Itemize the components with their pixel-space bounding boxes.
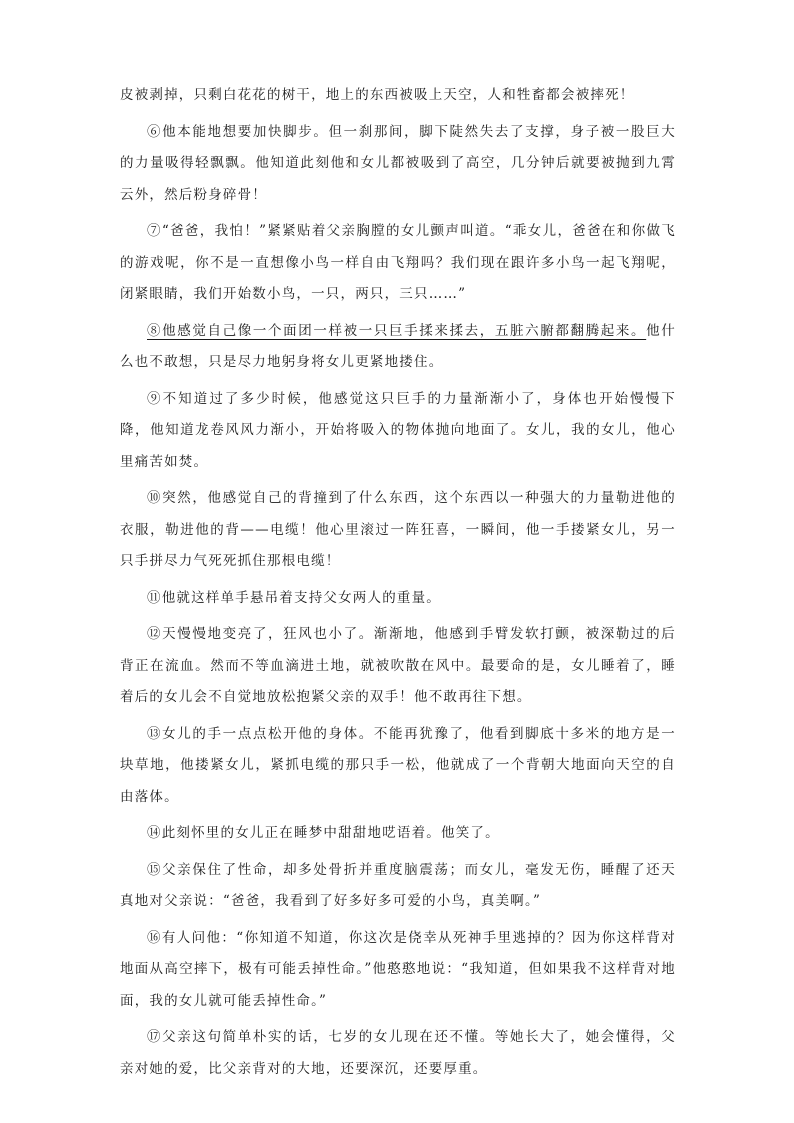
paragraph-6: ⑥他本能地想要加快脚步。但一刹那间，脚下陡然失去了支撑，身子被一股巨大的力量吸得轻飘飘。他知道此刻他和女儿都被吸到了高空，几分钟后就要被抛到九霄云外，然后粉身碎骨！: [120, 123, 676, 203]
paragraph-10: ⑩突然，他感觉自己的背撞到了什么东西，这个东西以一种强大的力量勒进他的衣服，勒进他的背——电缆！他心里滚过一阵狂喜，一瞬间，他一手搂紧女儿，另一只手拼尽力气死死抓住那根电缆！: [120, 490, 676, 569]
paragraph-7: ⑦“爸爸，我怕！”紧紧贴着父亲胸膛的女儿颤声叫道。“乖女儿，爸爸在和你做飞的游戏呢，你不是一直想像小鸟一样自由飞翔吗？我们现在跟许多小鸟一起飞翔呢，闭紧眼睛，我们开始数小鸟，一只，两只，三只……”: [120, 223, 676, 302]
document-page: [120, 80, 676, 1090]
paragraph-15: ⑮父亲保住了性命，却多处骨折并重度脑震荡；而女儿，毫发无伤，睡醒了还天真地对父亲说：“爸爸，我看到了好多好多可爱的小鸟，真美啊。”: [120, 861, 676, 909]
paragraph-9: ⑨不知道过了多少时候，他感觉这只巨手的力量渐渐小了，身体也开始慢慢下降，他知道龙卷风风力渐小，开始将吸入的物体抛向地面了。女儿，我的女儿，他心里痛苦如焚。: [120, 390, 676, 470]
paragraph-8-rest: 他什么也不敢想，只是尽力地躬身将女儿更紧地搂住。: [120, 322, 676, 370]
paragraph-14: ⑭此刻怀里的女儿正在睡梦中甜甜地呓语着。他笑了。: [147, 825, 500, 841]
paragraph-5-end: 皮被剥掉，只剩白花花的树干，地上的东西被吸上天空，人和牲畜都会被摔死！: [120, 87, 635, 103]
paragraph-17: ⑰父亲这句简单朴实的话，七岁的女儿现在还不懂。等她长大了，她会懂得，父亲对她的爱，比父亲背对的大地，还要深沉，还要厚重。: [120, 1029, 676, 1077]
paragraph-16: ⑯有人问他：“你知道不知道，你这次是侥幸从死神手里逃掉的？因为你这样背对地面从高空摔下，极有可能丢掉性命。”他憨憨地说：“我知道，但如果我不这样背对地面，我的女儿就可能丢掉性命。”: [120, 929, 676, 1009]
paragraph-8-underlined-sentence: ⑧他感觉自己像一个面团一样被一只巨手揉来揉去，五脏六腑都翻腾起来。: [147, 322, 647, 339]
paragraph-13: ⑬女儿的手一点点松开他的身体。不能再犹豫了，他看到脚底十多米的地方是一块草地，他搂紧女儿，紧抓电缆的那只手一松，他就成了一个背朝大地面向天空的自由落体。: [120, 725, 676, 805]
paragraph-11: ⑪他就这样单手悬吊着支持父女两人的重量。: [147, 589, 441, 606]
paragraph-8: [120, 316, 676, 379]
paragraph-12: ⑫天慢慢地变亮了，狂风也小了。渐渐地，他感到手臂发软打颤，被深勒过的后背正在流血。然而不等血滴进土地，就被吹散在风中。最要命的是，女儿睡着了，睡着后的女儿会不自觉地放松抱紧父亲的双手！他不敢再往下想。: [120, 626, 676, 705]
